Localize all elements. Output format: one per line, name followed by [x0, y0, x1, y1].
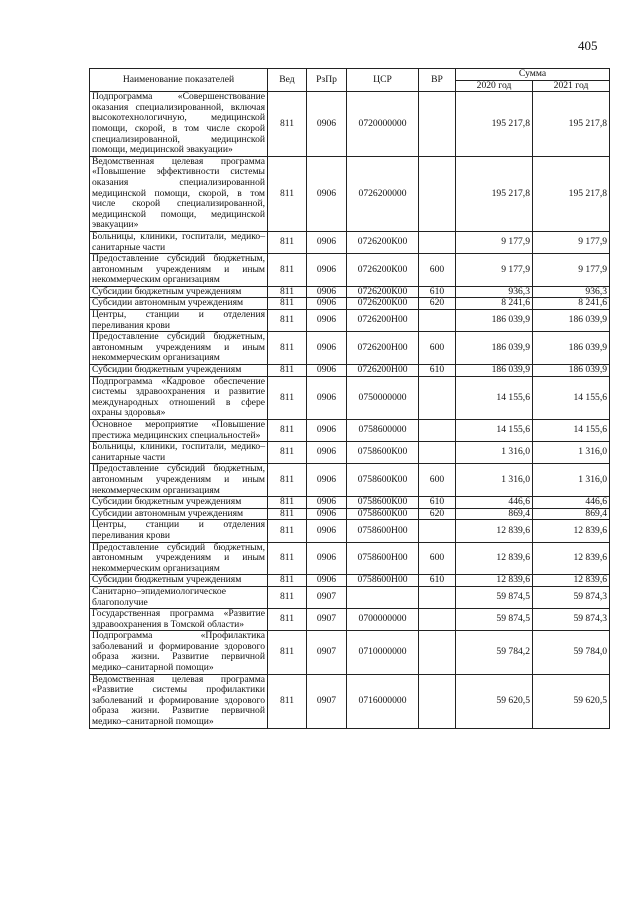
- table-row: [90, 497, 610, 509]
- row-2021-cell: 59 620,5: [533, 674, 610, 728]
- row-rzpr-cell: 0907: [307, 586, 347, 608]
- row-ved-cell: 811: [268, 420, 307, 442]
- row-2021-cell: 936,3: [533, 286, 610, 298]
- row-2020-cell: 14 155,6: [456, 420, 533, 442]
- row-name-cell: Субсидии бюджетным учреждениям: [90, 497, 268, 509]
- row-name-cell: Больницы, клиники, госпитали, медико–санитарные части: [90, 442, 268, 464]
- row-csr-cell: 0726200К00: [347, 286, 419, 298]
- row-csr-cell: 0758600000: [347, 420, 419, 442]
- row-csr-cell: 0720000000: [347, 92, 419, 157]
- row-rzpr-cell: 0906: [307, 365, 347, 377]
- row-csr-cell: 0758600Н00: [347, 542, 419, 575]
- row-2020-cell: 869,4: [456, 508, 533, 520]
- row-rzpr-cell: 0906: [307, 332, 347, 365]
- table-row: [90, 310, 610, 332]
- row-2021-cell: 14 155,6: [533, 376, 610, 419]
- row-rzpr-cell: 0906: [307, 420, 347, 442]
- row-rzpr-cell: 0907: [307, 631, 347, 674]
- row-2020-cell: 186 039,9: [456, 332, 533, 365]
- row-2021-cell: 9 177,9: [533, 231, 610, 253]
- row-name-cell: Субсидии автономным учреждениям: [90, 298, 268, 310]
- row-rzpr-cell: 0906: [307, 542, 347, 575]
- row-csr-cell: 0726200Н00: [347, 332, 419, 365]
- table-row: [90, 508, 610, 520]
- row-ved-cell: 811: [268, 310, 307, 332]
- row-rzpr-cell: 0907: [307, 609, 347, 631]
- row-ved-cell: 811: [268, 497, 307, 509]
- row-ved-cell: 811: [268, 631, 307, 674]
- row-ved-cell: 811: [268, 575, 307, 587]
- row-vr-cell: 610: [419, 497, 456, 509]
- row-2021-cell: 1 316,0: [533, 442, 610, 464]
- header-vr: ВР: [419, 69, 456, 92]
- row-rzpr-cell: 0906: [307, 231, 347, 253]
- table-row: [90, 442, 610, 464]
- row-vr-cell: 600: [419, 464, 456, 497]
- row-ved-cell: 811: [268, 508, 307, 520]
- row-rzpr-cell: 0906: [307, 298, 347, 310]
- row-ved-cell: 811: [268, 298, 307, 310]
- table-row: [90, 286, 610, 298]
- row-ved-cell: 811: [268, 542, 307, 575]
- row-2021-cell: 1 316,0: [533, 464, 610, 497]
- row-vr-cell: 600: [419, 332, 456, 365]
- row-2020-cell: 186 039,9: [456, 365, 533, 377]
- table-row: [90, 92, 610, 157]
- row-vr-cell: 610: [419, 286, 456, 298]
- header-csr: ЦСР: [347, 69, 419, 92]
- header-2020: 2020 год: [456, 80, 533, 92]
- row-name-cell: Предоставление субсидий бюджетным, автономным учреждениям и иным некоммерческим организациям: [90, 254, 268, 287]
- row-csr-cell: 0726200К00: [347, 254, 419, 287]
- row-ved-cell: 811: [268, 586, 307, 608]
- row-vr-cell: 600: [419, 542, 456, 575]
- row-2021-cell: 195 217,8: [533, 92, 610, 157]
- row-name-cell: Центры, станции и отделения переливания крови: [90, 520, 268, 542]
- row-csr-cell: 0758600К00: [347, 442, 419, 464]
- row-ved-cell: 811: [268, 442, 307, 464]
- row-ved-cell: 811: [268, 609, 307, 631]
- row-2021-cell: 59 784,0: [533, 631, 610, 674]
- row-rzpr-cell: 0906: [307, 156, 347, 231]
- row-name-cell: Ведомственная целевая программа «Повышение эффективности системы оказания специализированной медицинской помощи, скорой, в том числе скорой специализированной, медицинской помощи, медицинской эвакуации»: [90, 156, 268, 231]
- header-2021: 2021 год: [533, 80, 610, 92]
- row-rzpr-cell: 0906: [307, 254, 347, 287]
- table-row: [90, 231, 610, 253]
- row-rzpr-cell: 0906: [307, 520, 347, 542]
- budget-table: [89, 68, 610, 729]
- row-vr-cell: [419, 92, 456, 157]
- row-2020-cell: 12 839,6: [456, 520, 533, 542]
- row-2020-cell: 9 177,9: [456, 231, 533, 253]
- row-2021-cell: 12 839,6: [533, 542, 610, 575]
- row-csr-cell: 0758600К00: [347, 464, 419, 497]
- row-2021-cell: 12 839,6: [533, 520, 610, 542]
- row-ved-cell: 811: [268, 254, 307, 287]
- header-rzpr: РзПр: [307, 69, 347, 92]
- row-name-cell: Подпрограмма «Профилактика заболеваний и формирование здорового образа жизни. Развитие первичной медико–санитарной помощи»: [90, 631, 268, 674]
- row-vr-cell: [419, 231, 456, 253]
- row-2021-cell: 869,4: [533, 508, 610, 520]
- row-vr-cell: 610: [419, 575, 456, 587]
- row-2020-cell: 59 784,2: [456, 631, 533, 674]
- row-name-cell: Субсидии бюджетным учреждениям: [90, 365, 268, 377]
- row-name-cell: Больницы, клиники, госпитали, медико–санитарные части: [90, 231, 268, 253]
- row-csr-cell: 0700000000: [347, 609, 419, 631]
- row-rzpr-cell: 0906: [307, 575, 347, 587]
- row-2020-cell: 195 217,8: [456, 156, 533, 231]
- table-row: [90, 365, 610, 377]
- row-vr-cell: [419, 310, 456, 332]
- row-2020-cell: 1 316,0: [456, 464, 533, 497]
- row-ved-cell: 811: [268, 520, 307, 542]
- row-csr-cell: [347, 586, 419, 608]
- row-vr-cell: [419, 156, 456, 231]
- row-name-cell: Подпрограмма «Кадровое обеспечение системы здравоохранения и развитие международных отношений в сфере охраны здоровья»: [90, 376, 268, 419]
- row-csr-cell: 0726200К00: [347, 231, 419, 253]
- table-row: [90, 609, 610, 631]
- row-rzpr-cell: 0906: [307, 310, 347, 332]
- row-2021-cell: 446,6: [533, 497, 610, 509]
- row-ved-cell: 811: [268, 365, 307, 377]
- row-vr-cell: [419, 609, 456, 631]
- row-csr-cell: 0726200000: [347, 156, 419, 231]
- row-vr-cell: 610: [419, 365, 456, 377]
- row-2021-cell: 14 155,6: [533, 420, 610, 442]
- row-ved-cell: 811: [268, 92, 307, 157]
- row-rzpr-cell: 0907: [307, 674, 347, 728]
- row-csr-cell: 0710000000: [347, 631, 419, 674]
- row-name-cell: Ведомственная целевая программа «Развитие системы профилактики заболеваний и формирование здорового образа жизни. Развитие первичной медико–санитарной помощи»: [90, 674, 268, 728]
- row-2020-cell: 446,6: [456, 497, 533, 509]
- row-rzpr-cell: 0906: [307, 497, 347, 509]
- table-row: [90, 156, 610, 231]
- row-2021-cell: 186 039,9: [533, 310, 610, 332]
- row-csr-cell: 0758600Н00: [347, 575, 419, 587]
- row-rzpr-cell: 0906: [307, 464, 347, 497]
- table-row: [90, 332, 610, 365]
- table-row: [90, 254, 610, 287]
- row-rzpr-cell: 0906: [307, 92, 347, 157]
- row-name-cell: Предоставление субсидий бюджетным, автономным учреждениям и иным некоммерческим организациям: [90, 464, 268, 497]
- row-2021-cell: 9 177,9: [533, 254, 610, 287]
- row-vr-cell: [419, 520, 456, 542]
- row-2020-cell: 59 620,5: [456, 674, 533, 728]
- row-csr-cell: 0726200К00: [347, 298, 419, 310]
- header-ved: Вед: [268, 69, 307, 92]
- row-name-cell: Подпрограмма «Совершенствование оказания специализированной, включая высокотехнологичную, медицинской помощи, скорой, в том числе скорой специализированной, медицинской помощи, медицинской эвакуации»: [90, 92, 268, 157]
- table-row: [90, 298, 610, 310]
- row-2021-cell: 59 874,3: [533, 586, 610, 608]
- row-2020-cell: 1 316,0: [456, 442, 533, 464]
- header-name: Наименование показателей: [90, 69, 268, 92]
- table-body: [90, 92, 610, 728]
- row-ved-cell: 811: [268, 464, 307, 497]
- row-csr-cell: 0726200Н00: [347, 310, 419, 332]
- table-row: [90, 464, 610, 497]
- row-ved-cell: 811: [268, 156, 307, 231]
- table-row: [90, 520, 610, 542]
- row-rzpr-cell: 0906: [307, 508, 347, 520]
- header-sum: Сумма: [456, 69, 610, 81]
- row-vr-cell: [419, 674, 456, 728]
- table-row: [90, 542, 610, 575]
- row-vr-cell: [419, 586, 456, 608]
- row-name-cell: Санитарно–эпидемиологическое благополучие: [90, 586, 268, 608]
- table-row: [90, 674, 610, 728]
- row-2020-cell: 59 874,5: [456, 609, 533, 631]
- row-2021-cell: 12 839,6: [533, 575, 610, 587]
- row-rzpr-cell: 0906: [307, 286, 347, 298]
- row-vr-cell: [419, 420, 456, 442]
- row-rzpr-cell: 0906: [307, 376, 347, 419]
- row-vr-cell: [419, 631, 456, 674]
- row-name-cell: Субсидии автономным учреждениям: [90, 508, 268, 520]
- row-name-cell: Государственная программа «Развитие здравоохранения в Томской области»: [90, 609, 268, 631]
- row-vr-cell: [419, 376, 456, 419]
- row-csr-cell: 0750000000: [347, 376, 419, 419]
- row-2020-cell: 9 177,9: [456, 254, 533, 287]
- row-name-cell: Субсидии бюджетным учреждениям: [90, 575, 268, 587]
- row-rzpr-cell: 0906: [307, 442, 347, 464]
- row-2020-cell: 59 874,5: [456, 586, 533, 608]
- table-row: [90, 575, 610, 587]
- row-2020-cell: 14 155,6: [456, 376, 533, 419]
- row-name-cell: Предоставление субсидий бюджетным, автономным учреждениям и иным некоммерческим организациям: [90, 332, 268, 365]
- table-row: [90, 631, 610, 674]
- row-2020-cell: 195 217,8: [456, 92, 533, 157]
- table-header: [90, 69, 610, 92]
- row-2020-cell: 12 839,6: [456, 575, 533, 587]
- row-2021-cell: 8 241,6: [533, 298, 610, 310]
- page-number: 405: [578, 38, 598, 53]
- row-ved-cell: 811: [268, 376, 307, 419]
- table-row: [90, 376, 610, 419]
- table-row: [90, 586, 610, 608]
- row-vr-cell: 620: [419, 298, 456, 310]
- row-csr-cell: 0758600К00: [347, 497, 419, 509]
- row-2020-cell: 12 839,6: [456, 542, 533, 575]
- row-ved-cell: 811: [268, 231, 307, 253]
- table-row: [90, 420, 610, 442]
- row-2021-cell: 59 874,3: [533, 609, 610, 631]
- row-vr-cell: [419, 442, 456, 464]
- row-2021-cell: 186 039,9: [533, 332, 610, 365]
- row-vr-cell: 600: [419, 254, 456, 287]
- row-csr-cell: 0758600К00: [347, 508, 419, 520]
- row-csr-cell: 0726200Н00: [347, 365, 419, 377]
- row-name-cell: Субсидии бюджетным учреждениям: [90, 286, 268, 298]
- row-vr-cell: 620: [419, 508, 456, 520]
- row-name-cell: Центры, станции и отделения переливания крови: [90, 310, 268, 332]
- row-ved-cell: 811: [268, 332, 307, 365]
- row-ved-cell: 811: [268, 286, 307, 298]
- row-2020-cell: 8 241,6: [456, 298, 533, 310]
- row-name-cell: Предоставление субсидий бюджетным, автономным учреждениям и иным некоммерческим организациям: [90, 542, 268, 575]
- row-ved-cell: 811: [268, 674, 307, 728]
- row-csr-cell: 0758600Н00: [347, 520, 419, 542]
- row-2020-cell: 936,3: [456, 286, 533, 298]
- row-2021-cell: 195 217,8: [533, 156, 610, 231]
- row-2021-cell: 186 039,9: [533, 365, 610, 377]
- row-name-cell: Основное мероприятие «Повышение престижа медицинских специальностей»: [90, 420, 268, 442]
- row-csr-cell: 0716000000: [347, 674, 419, 728]
- row-2020-cell: 186 039,9: [456, 310, 533, 332]
